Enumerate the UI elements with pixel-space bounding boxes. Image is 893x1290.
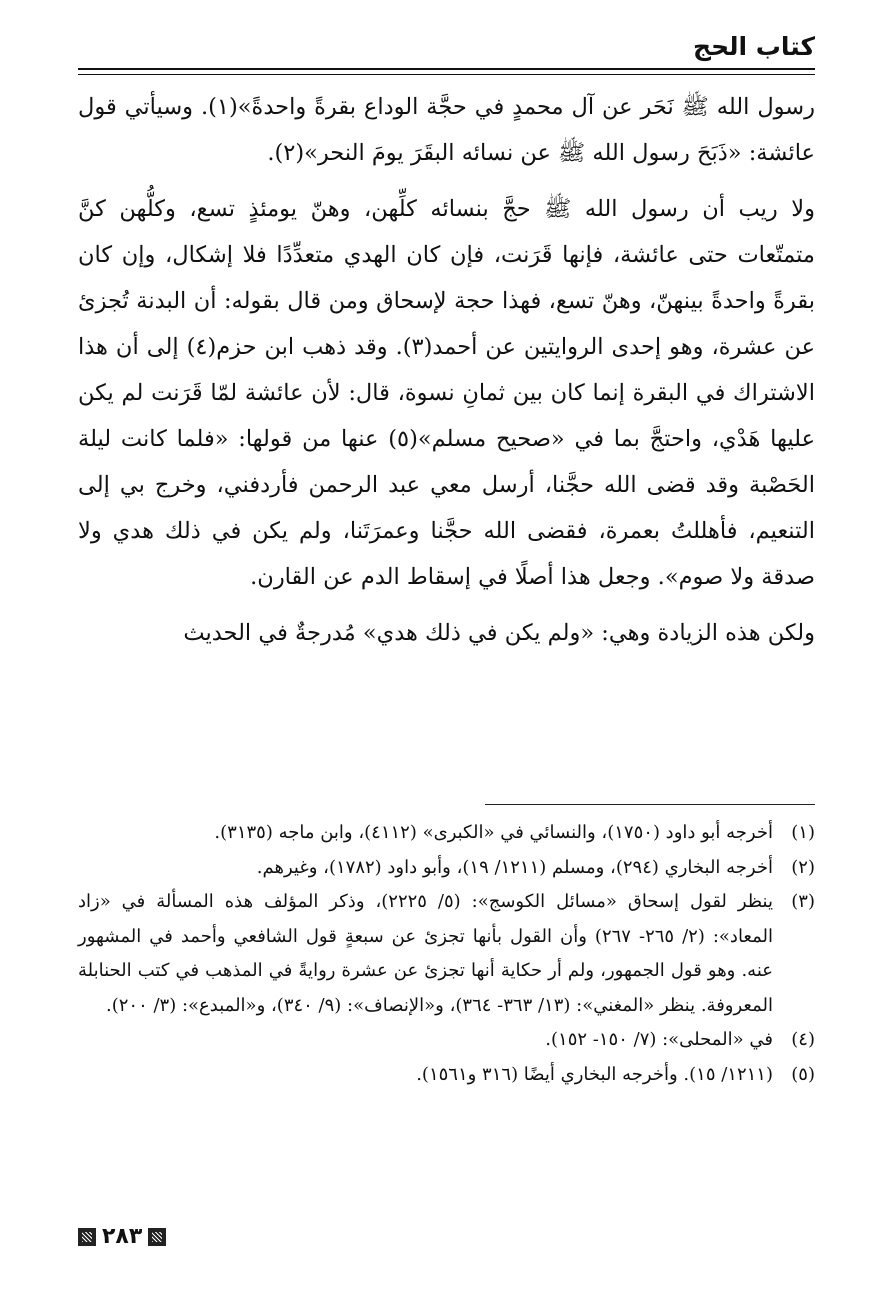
- ornament-icon: [148, 1228, 166, 1246]
- ornament-icon: [78, 1228, 96, 1246]
- footnote-5: [78, 1058, 815, 1093]
- footnote-number: (٣): [791, 891, 815, 912]
- footnote-text: أخرجه أبو داود (١٧٥٠)، والنسائي في «الكبرى» (٤١١٢)، وابن ماجه (٣١٣٥).: [214, 822, 773, 843]
- header-rule-thick: [78, 68, 815, 70]
- footnote-number: (٥): [791, 1063, 815, 1085]
- footnote-number: (٤): [791, 1029, 815, 1050]
- footnote-text: ينظر لقول إسحاق «مسائل الكوسج»: (٥/ ٢٢٢٥)، وذكر المؤلف هذه المسألة في «زاد المعاد»: (٢/ ٢٦٥- ٢٦٧) وأن القول بأنها تجزئ عن سبعةٍ قول الشافعي وأحمد في المشهور عنه. وهو قول الجمهور، ولم أر حكاية أنها تجزئ عن عشرة روايةً في المذهب في كتب الحنابلة المعروفة. ينظر «المغني»: (١٣/ ٣٦٣- ٣٦٤)، و«الإنصاف»: (٩/ ٣٤٠)، و«المبدع»: (٣/ ٢٠٠).: [78, 891, 774, 1016]
- footnote-2: [78, 851, 815, 886]
- header-rule-thin: [78, 74, 815, 75]
- page-number: ٢٨٣: [102, 1224, 143, 1249]
- footnote-text: (١٢١١/ ١٥). وأخرجه البخاري أيضًا (٣١٦ و١٥٦١).: [416, 1063, 773, 1085]
- page-number-box: [78, 1222, 166, 1252]
- footnote-number: (٢): [791, 856, 815, 878]
- paragraph-1: رسول الله ﷺ نَحَر عن آل محمدٍ في حجَّة الوداع بقرةً واحدةً»(١). وسيأتي قول عائشة: «ذَبَحَ رسول الله ﷺ عن نسائه البقَرَ يومَ النحر»(٢).: [78, 94, 816, 166]
- paragraph-2: ولا ريب أن رسول الله ﷺ حجَّ بنسائه كلِّهن، وهنّ يومئذٍ تسع، وكلُّهن كنَّ متمتّعات حتى عائشة، فإنها قَرَنت، فإن كان الهدي متعدِّدًا فلا إشكال، وإن كان بقرةً واحدةً بينهنّ، وهنّ تسع، فهذا حجة لإسحاق ومن قال بقوله: أن البدنة تُجزئ عن عشرة، وهو إحدى الروايتين عن أحمد(٣). وقد ذهب ابن حزم(٤) إلى أن هذا الاشتراك في البقرة إنما كان بين ثمانِ نسوة، قال: لأن عائشة لمّا قَرَنت لم يكن عليها هَدْي، واحتجَّ بما في «صحيح مسلم»(٥) عنها من قولها: «فلما كانت ليلة الحَصْبة وقد قضى الله حجَّنا، أرسل معي عبد الرحمن فأردفني، وخرج بي إلى التنعيم، فأهللتُ بعمرة، فقضى الله حجَّنا وعمرَتَنا، ولم يكن في ذلك هدي ولا صدقة ولا صوم». وجعل هذا أصلًا في إسقاط الدم عن القارن.: [78, 196, 816, 590]
- footnote-1: [78, 816, 815, 851]
- running-title: كتاب الحج: [693, 32, 815, 61]
- footnote-text: أخرجه البخاري (٢٩٤)، ومسلم (١٢١١/ ١٩)، وأبو داود (١٧٨٢)، وغيرهم.: [256, 856, 773, 878]
- paragraph-3: ولكن هذه الزيادة وهي: «ولم يكن في ذلك هدي» مُدرجةٌ في الحديث: [183, 620, 815, 646]
- footnote-text: في «المحلى»: (٧/ ١٥٠- ١٥٢).: [545, 1029, 773, 1050]
- page-header: [78, 30, 815, 70]
- footnote-3: [78, 885, 815, 1023]
- main-text: [78, 84, 815, 656]
- footnote-4: [78, 1023, 815, 1058]
- footnote-number: (١): [791, 822, 815, 843]
- footnote-separator: [485, 804, 815, 805]
- footnotes: [78, 816, 815, 1092]
